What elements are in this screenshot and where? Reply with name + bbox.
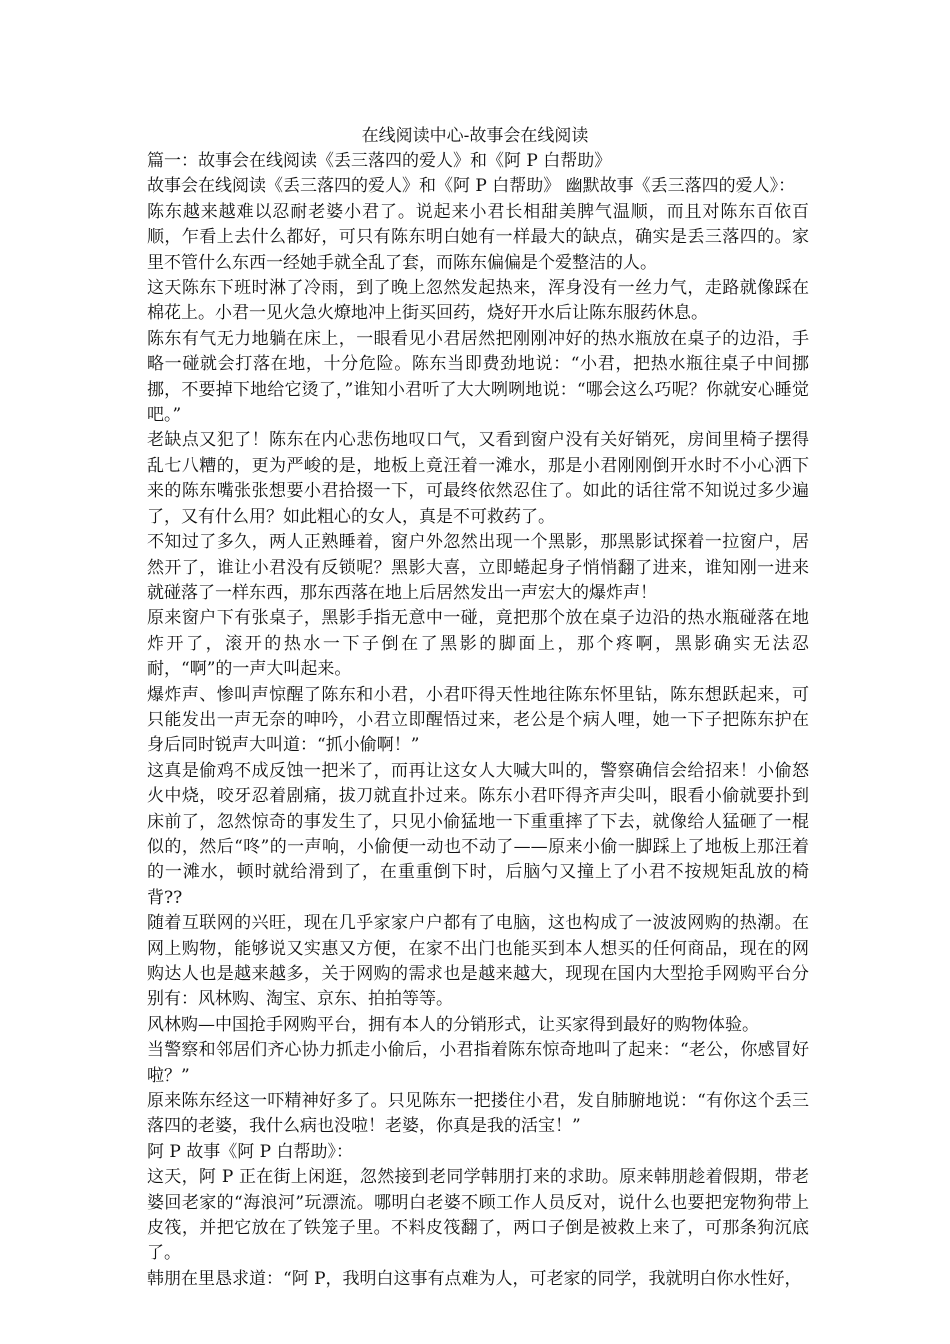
paragraph: 阿 P 故事《阿 P 白帮助》： [147, 1141, 353, 1162]
paragraph: 老缺点又犯了！陈东在内心悲伤地叹口气，又看到窗户没有关好销死，房间里椅子摆得乱七八糟的，更为严峻的是，地板上竟汪着一滩水，那是小君刚刚倒开水时不小心洒下来的陈东嘴张张想要小君拾掇一下，可最终依然忍住了。如此的话往常不知说过多少遍了，又有什么用？如此粗心的女人，真是不可救药了。 [147, 430, 809, 527]
paragraph: 不知过了多久，两人正熟睡着，窗户外忽然出现一个黑影，那黑影试探着一拉窗户，居然开了，谁让小君没有反锁呢？黑影大喜，立即蜷起身子悄悄翻了进来，谁知刚一进来就碰落了一样东西，那东西落在地上后居然发出一声宏大的爆炸声！ [147, 532, 809, 603]
paragraph: 故事会在线阅读《丢三落四的爱人》和《阿 P 白帮助》 幽默故事《丢三落四的爱人》： [147, 176, 796, 197]
paragraph: 陈东有气无力地躺在床上，一眼看见小君居然把刚刚冲好的热水瓶放在桌子的边沿，手略一碰就会打落在地，十分危险。陈东当即费劲地说：“小君，把热水瓶往桌子中间挪挪，不要掉下地给它烫了，”谁知小君听了大大咧咧地说：“哪会这么巧呢？你就安心睡觉吧。” [147, 328, 809, 426]
paragraph: 这天陈东下班时淋了冷雨，到了晚上忽然发起热来，浑身没有一丝力气，走路就像踩在棉花上。小君一见火急火燎地冲上街买回药，烧好开水后让陈东服药休息。 [147, 278, 809, 324]
paragraph: 爆炸声、惨叫声惊醒了陈东和小君，小君吓得天性地往陈东怀里钻，陈东想跃起来，可只能发出一声无奈的呻吟，小君立即醒悟过来，老公是个病人哩，她一下子把陈东护在身后同时锐声大叫道：“抓小偷啊！” [147, 684, 809, 756]
document-body [147, 149, 809, 1292]
paragraph: 这真是偷鸡不成反蚀一把米了，而再让这女人大喊大叫的，警察确信会给招来！小偷怒火中烧，咬牙忍着剧痛，拔刀就直扑过来。陈东小君吓得齐声尖叫，眼看小偷就要扑到床前了，忽然惊奇的事发生了，只见小偷猛地一下重重摔了下去，就像给人猛砸了一棍似的，然后“咚”的一声响，小偷便一动也不动了——原来小偷一脚踩上了地板上那汪着的一滩水，顿时就给滑到了，在重重倒下时，后脑勺又撞上了小君不按规矩乱放的椅背?? [147, 760, 809, 908]
paragraph: 韩朋在里恳求道：“阿 P，我明白这事有点难为人，可老家的同学，我就明白你水性好， [147, 1268, 802, 1289]
paragraph: 陈东越来越难以忍耐老婆小君了。说起来小君长相甜美脾气温顺，而且对陈东百依百顺，乍看上去什么都好，可只有陈东明白她有一样最大的缺点，确实是丢三落四的。家里不管什么东西一经她手就全乱了套，而陈东偏偏是个爱整洁的人。 [147, 201, 809, 273]
paragraph: 风林购—中国抢手网购平台，拥有本人的分销形式，让买家得到最好的购物体验。 [147, 1014, 759, 1035]
paragraph: 原来窗户下有张桌子，黑影手指无意中一碰，竟把那个放在桌子边沿的热水瓶碰落在地炸开了，滚开的热水一下子倒在了黑影的脚面上，那个疼啊，黑影确实无法忍耐，“啊”的一声大叫起来。 [147, 608, 809, 680]
document-title: 在线阅读中心-故事会在线阅读 [361, 126, 589, 146]
paragraph: 当警察和邻居们齐心协力抓走小偷后，小君指着陈东惊奇地叫了起来：“老公，你感冒好啦？” [147, 1040, 809, 1086]
paragraph: 随着互联网的兴旺，现在几乎家家户户都有了电脑，这也构成了一波波网购的热潮。在网上购物，能够说又实惠又方便，在家不出门也能买到本人想买的任何商品，现在的网购达人也是越来越多，关于网购的需求也是越来越大，现现在国内大型抢手网购平台分别有：风林购、淘宝、京东、拍拍等等。 [147, 913, 809, 1010]
paragraph: 篇一：故事会在线阅读《丢三落四的爱人》和《阿 P 白帮助》 [147, 151, 612, 171]
paragraph: 原来陈东经这一吓精神好多了。只见陈东一把搂住小君，发自肺腑地说：“有你这个丢三落四的老婆，我什么病也没啦！老婆，你真是我的活宝！” [147, 1091, 809, 1137]
paragraph: 这天，阿 P 正在街上闲逛，忽然接到老同学韩朋打来的求助。原来韩朋趁着假期，带老婆回老家的“海浪河”玩漂流。哪明白老婆不顾工作人员反对，说什么也要把宠物狗带上皮筏，并把它放在了铁笼子里。不料皮筏翻了，两口子倒是被救上来了，可那条狗沉底了。 [147, 1167, 809, 1264]
